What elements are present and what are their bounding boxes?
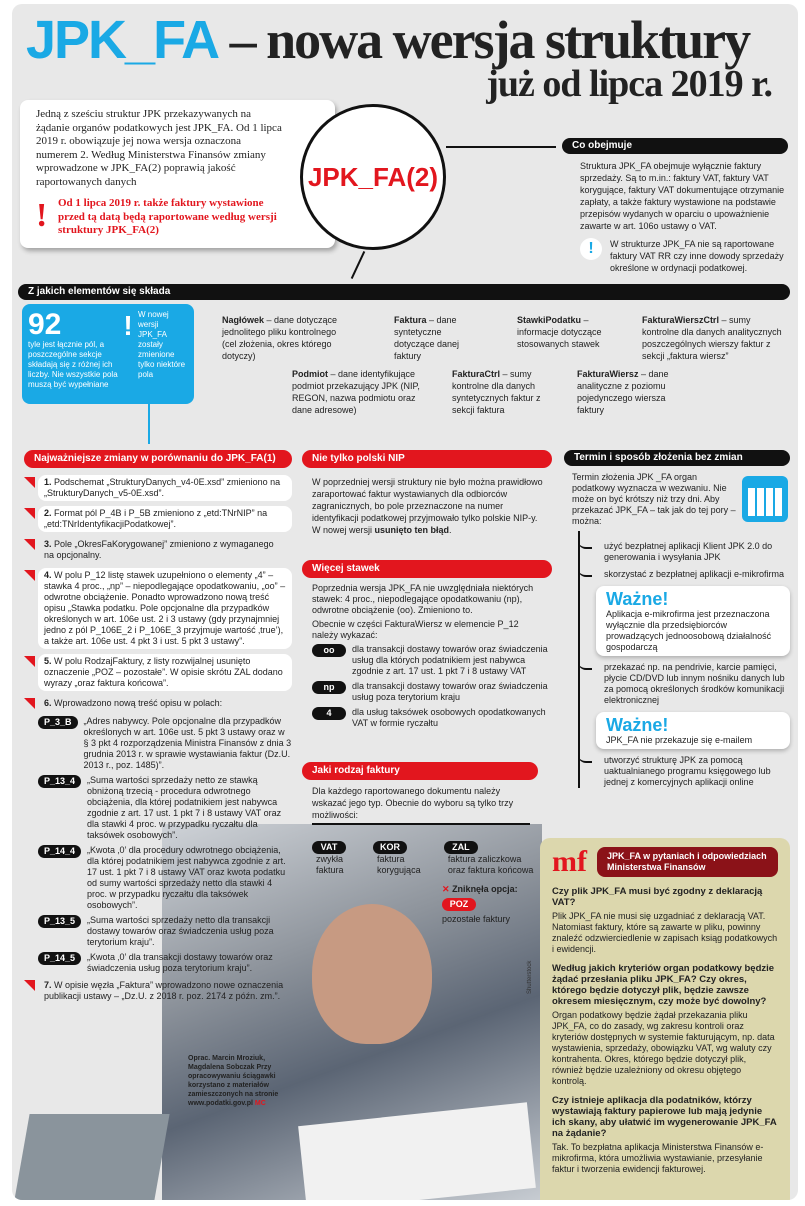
intro-box	[20, 100, 335, 248]
rate-item: oo dla transakcji dostawy towarów oraz świadczenia usług dla których podatnikiem jest nabywca zgodnie z art. 17 ust. 1 pkt 7 i 8 ustawy VAT	[312, 644, 552, 677]
change-item: 5. W polu RodzajFaktury, z listy rozwijalnej usunięto oznaczenie „POZ – pozostałe”. W opisie skrótu ZAL dodano wyrazy „oraz faktura końcowa”.	[38, 654, 292, 691]
fields-note: W nowej wersji JPK_FA zostały zmienione tylko niektóre pola	[138, 310, 186, 379]
page-subtitle: już od lipca 2019 r.	[486, 63, 772, 105]
red-triangle-icon	[24, 539, 35, 550]
change-item: 3. Pole „OkresFaKorygowanej” zmieniono z wymaganego na opcjonalny.	[38, 537, 292, 563]
red-triangle-icon	[24, 570, 35, 581]
important-box: Ważne! Aplikacja e-mikrofirma jest przeznaczona wyłącznie dla przedsiębiorców prowadzących jednoosobową działalność gospodarczą	[596, 586, 790, 656]
type-kor: KOR faktura korygująca	[373, 841, 430, 876]
change-item: 6. Wprowadzono nową treść opisu w polach:	[38, 696, 292, 711]
mc-mark: MC	[254, 1100, 266, 1107]
arrow-line	[446, 146, 556, 148]
deadline-header: Termin i sposób złożenia bez zmian	[564, 450, 790, 466]
element-fakturawiersz: FakturaWiersz – dane analityczne z poziomu pojedynczego wiersza faktury	[577, 369, 669, 415]
option-item: skorzystać z bezpłatnej aplikacji e-mikrofirma	[580, 569, 790, 580]
rates-header: Więcej stawek	[302, 560, 552, 578]
title-main: – nowa wersja struktury	[218, 10, 750, 70]
element-fakturactrl: FakturaCtrl – sumy kontrolne dla danych syntetycznych faktur z sekcji faktura	[452, 369, 541, 415]
poz-pill: POZ	[442, 898, 476, 911]
fields-count: 92	[28, 308, 62, 341]
element-fakturawierszctrl: FakturaWierszCtrl – sumy kontrolne dla danych analitycznych poszczególnych wierszy faktur z sekcji „faktura wiersz”	[642, 315, 782, 361]
intro-warning	[36, 197, 285, 238]
scope-header: Co obejmuje	[562, 138, 788, 154]
scope-text: Struktura JPK_FA obejmuje wyłącznie faktury sprzedaży. Są to m.in.: faktury VAT, faktury VAT korygujące, faktury VAT dokumentujące otrzymanie zapłaty, a także faktury wystawione na podstawie przepisów wydanych w oparciu o upoważnienie zawarte w art. 106o ustawy o VAT.	[580, 161, 785, 231]
photo-laptop	[14, 1114, 169, 1200]
rate-item: 4 dla usług taksówek osobowych opodatkowanych VAT w formie ryczałtu	[312, 707, 552, 729]
answer: Organ podatkowy będzie żądał przekazania pliku JPK_FA, co do zasady, wg zakresu kontroli oraz kryteriów dostępnych w systemie fakturującym, np. data wystawienia, sprzedaży, obowiązku VAT, wg waluty czy kontrahenta. Okres, którego będzie dotyczył plik, również będzie uzależniony od okresu objętego kontrolą.	[552, 1010, 775, 1086]
rates-section	[302, 560, 552, 733]
deadline-text: Termin złożenia JPK _FA organ podatkowy wyznacza w wezwaniu. Nie może on być krótszy niż trzy dni. Aby przekazać JPK_FA – tak jak do tej pory – można:	[572, 472, 736, 526]
changes-section	[24, 450, 292, 1009]
title-brand: JPK_FA	[26, 10, 219, 70]
photo-face	[312, 904, 432, 1044]
element-naglowek: Nagłówek – dane dotyczące jednolitego pliku kontrolnego (cel złożenia, okres którego dotyczy)	[222, 315, 338, 361]
scope-section	[562, 138, 788, 274]
options-list	[578, 531, 790, 788]
change-item: 2. Format pól P_4B i P_5B zmieniono z „etd:TNrNIP” na „etd:TNrIdentyfikacjiPodatkowej”.	[38, 506, 292, 532]
rate-item: np dla transakcji dostawy towarów oraz świadczenia usług poza terytorium kraju	[312, 681, 552, 703]
intro-text: Jedną z sześciu struktur JPK przekazywanych na żądanie organów podatkowych jest JPK_FA. Od 1 lipca 2019 r. obowiązuje jej nowa wersja oznaczona numerem 2. Według Ministerstwa Finansów zmiany wprowadzone w JPK_FA(2) poprawią jakość raportowanych danych	[36, 108, 282, 188]
x-icon: ✕	[442, 884, 450, 894]
connector-line	[148, 404, 150, 444]
removed-option: ✕ Zniknęła opcja: POZ pozostałe faktury	[442, 884, 518, 924]
field-def: P_13_4 „Suma wartości sprzedaży netto ze stawką obniżoną trzecią - procedura odwrotnego obciążenia, dla której podatnikiem jest nabywca zgodnie z art. 17 ust. 1 pkt 7 i 8 ustawy VAT oraz dla stawki 4 proc. w przypadku ryczałtu dla taksówek osobowych”.	[38, 775, 292, 841]
option-item: przekazać np. na pendrivie, karcie pamięci, płycie CD/DVD lub innym nośniku danych lub za pomocą określonych środków komunikacji elektronicznej	[580, 662, 790, 706]
question: Czy istnieje aplikacja dla podatników, którzy wystawiają faktury papierowe lub mają jedynie ich skany, aby ułatwić im wygenerowanie JPK_FA na żądanie?	[552, 1095, 777, 1139]
important-box: Ważne! JPK_FA nie przekazuje się e-mailem	[596, 712, 790, 749]
field-def: P_14_5 „Kwota ‚0’ dla transakcji dostawy towarów oraz świadczenia usług poza terytorium kraju”.	[38, 952, 292, 974]
elements-header: Z jakich elementów się składa	[18, 284, 790, 300]
nip-text: W poprzedniej wersji struktury nie było można prawidłowo zaraportować faktur wystawianych dla odbiorców zagranicznych, bo pole przeznaczone na numer identyfikacji podatkowej przyjmowało tylko polskie NIP-y. W nowej wersji usunięto ten błąd.	[312, 477, 543, 535]
jpk-fa2-badge: JPK_FA(2)	[300, 104, 446, 250]
qa-box	[540, 838, 790, 1200]
mf-logo: mf	[552, 845, 587, 878]
change-item: 1. Podschemat „StrukturyDanych_v4-0E.xsd” zmieniono na „StrukturyDanych_v5-0E.xsd”.	[38, 475, 292, 501]
answer: Plik JPK_FA nie musi się uzgadniać z deklaracją VAT. Natomiast faktury, które są zawarte w pliku, powinny znaleźć odzwierciedlenie w zapisach ksiąg podatkowych i ewidencji.	[552, 911, 778, 954]
field-definitions	[38, 716, 292, 974]
red-triangle-icon	[24, 656, 35, 667]
change-item: 4. W polu P_12 listę stawek uzupełniono o elementy „4” – stawka 4 proc., „np” – niepodlegające opodatkowaniu, „oo” – odwrotne obciążenie. Ponadto wprowadzono nową treść opisu „Stawka podatku. Pole opcjonalne dla przypadków określonych w art. 106e ust. 2 i 3 ustawy (gdy przynajmniej jedno z pól P_106E_2 i P_106E_3 przyjmuje wartość ‚true’), a także art. 106e ust. 4 pkt 3 i ust. 5 pkt 3 ustawy”.	[38, 568, 292, 649]
nip-section	[302, 450, 552, 536]
scope-note: W strukturze JPK_FA nie są raportowane faktury VAT RR czy inne dowody sprzedaży określone w ordynacji podatkowej.	[610, 239, 784, 273]
deadline-section	[564, 450, 790, 794]
qa-header: JPK_FA w pytaniach i odpowiedziach Ministerstwa Finansów	[597, 847, 778, 877]
changes-header: Najważniejsze zmiany w porównaniu do JPK_FA(1)	[24, 450, 292, 468]
red-triangle-icon	[24, 508, 35, 519]
element-podmiot: Podmiot – dane identyfikujące podmiot przekazujący JPK (NIP, REGON, nazwa podmiotu oraz dane adresowe)	[292, 369, 420, 415]
red-triangle-icon	[24, 980, 35, 991]
element-stawkipodatku: StawkiPodatku – informacje dotyczące stosowanych stawek	[517, 315, 602, 349]
element-faktura: Faktura – dane syntetyczne dotyczące danej faktury	[394, 315, 460, 361]
connector-line	[351, 251, 365, 279]
field-def: P_3_B „Adres nabywcy. Pole opcjonalne dla przypadków określonych w art. 106e ust. 5 pkt 3 ustawy oraz w § 3 pkt 4 rozporządzenia Ministra Finansów z dnia 3 grudnia 2013 r. w sprawie wystawiania faktur (Dz.U. 2013 r., poz. 1485)”.	[38, 716, 292, 771]
credits: Oprac. Marcin Mroziuk, Magdalena Sobczak Przy opracowywaniu ściągawki korzystano z materiałów zamieszczonych na stronie www.podatki.gov.pl MC	[188, 1055, 279, 1107]
nip-header: Nie tylko polski NIP	[302, 450, 552, 468]
exclamation-icon: !	[36, 197, 48, 234]
photo-credit: Shutterstock	[527, 960, 533, 994]
option-item: utworzyć strukturę JPK za pomocą uaktualnianego programu księgowego lub jednej z komercyjnych aplikacji online	[580, 755, 790, 788]
infographic	[12, 4, 798, 1200]
red-triangle-icon	[24, 477, 35, 488]
types-section	[302, 762, 538, 925]
question: Czy plik JPK_FA musi być zgodny z deklaracją VAT?	[552, 886, 763, 908]
info-exclamation-icon: !	[580, 238, 602, 260]
type-vat: VAT zwykła faktura	[312, 841, 359, 876]
exclamation-icon: !	[123, 310, 133, 341]
type-zal: ZAL faktura zaliczkowa oraz faktura końcowa	[444, 841, 538, 876]
option-item: użyć bezpłatnej aplikacji Klient JPK 2.0 do generowania i wysyłania JPK	[580, 541, 790, 563]
fields-count-box	[22, 304, 194, 404]
types-text: Dla każdego raportowanego dokumentu należy wskazać jego typ. Obecnie do wyboru są tylko trzy możliwości:	[312, 785, 530, 825]
rates-text: Poprzednia wersja JPK_FA nie uwzględniała niektórych stawek: 4 proc., niepodlegające opodatkowaniu (np), odwrotne obciążenie (oo). Zmieniono to.	[312, 583, 534, 615]
field-def: P_13_5 „Suma wartości sprzedaży netto dla transakcji dostawy towarów oraz świadczenia usług poza terytorium kraju”.	[38, 915, 292, 948]
field-def: P_14_4 „Kwota ‚0’ dla procedury odwrotnego obciążenia, dla której podatnikiem jest nabywca zgodnie z art. 17 ust. 1 pkt 7 i 8 ustawy VAT oraz kwota podatku od sumy wartości sprzedaży netto dla stawki 4 proc. w przypadku ryczałtu dla taksówek osobowych”.	[38, 845, 292, 911]
answer: Tak. To bezpłatna aplikacja Ministerstwa Finansów e-mikrofirma, która umożliwia wystawianie, przesyłanie faktur i tworzenia ewidencji fakturowej.	[552, 1142, 764, 1174]
page-title	[26, 10, 749, 70]
warning-text: Od 1 lipca 2019 r. także faktury wystawione przed tą datą będą raportowane według wersji struktury JPK_FA(2)	[58, 197, 277, 236]
question: Według jakich kryteriów organ podatkowy będzie żądać przesłania pliku JPK_FA? Czy okres, którego będzie dotyczył plik, będzie zawsze okresem miesięcznym, czy może być dowolny?	[552, 963, 775, 1007]
change-item: 7. W opisie węzła „Faktura” wprowadzono nowe oznaczenia publikacji ustawy – „Dz.U. z 2018 r. poz. 2174 z późn. zm.”.	[38, 978, 292, 1004]
rates-intro: Obecnie w części FakturaWiersz w elemencie P_12 należy wykazać:	[312, 619, 519, 640]
fields-count-text: tyle jest łącznie pól, a poszczególne sekcje składają się z różnej ich liczby. Nie wszystkie pola muszą być wypełniane	[28, 340, 118, 389]
red-triangle-icon	[24, 698, 35, 709]
types-header: Jaki rodzaj faktury	[302, 762, 538, 780]
calendar-icon	[742, 476, 788, 522]
